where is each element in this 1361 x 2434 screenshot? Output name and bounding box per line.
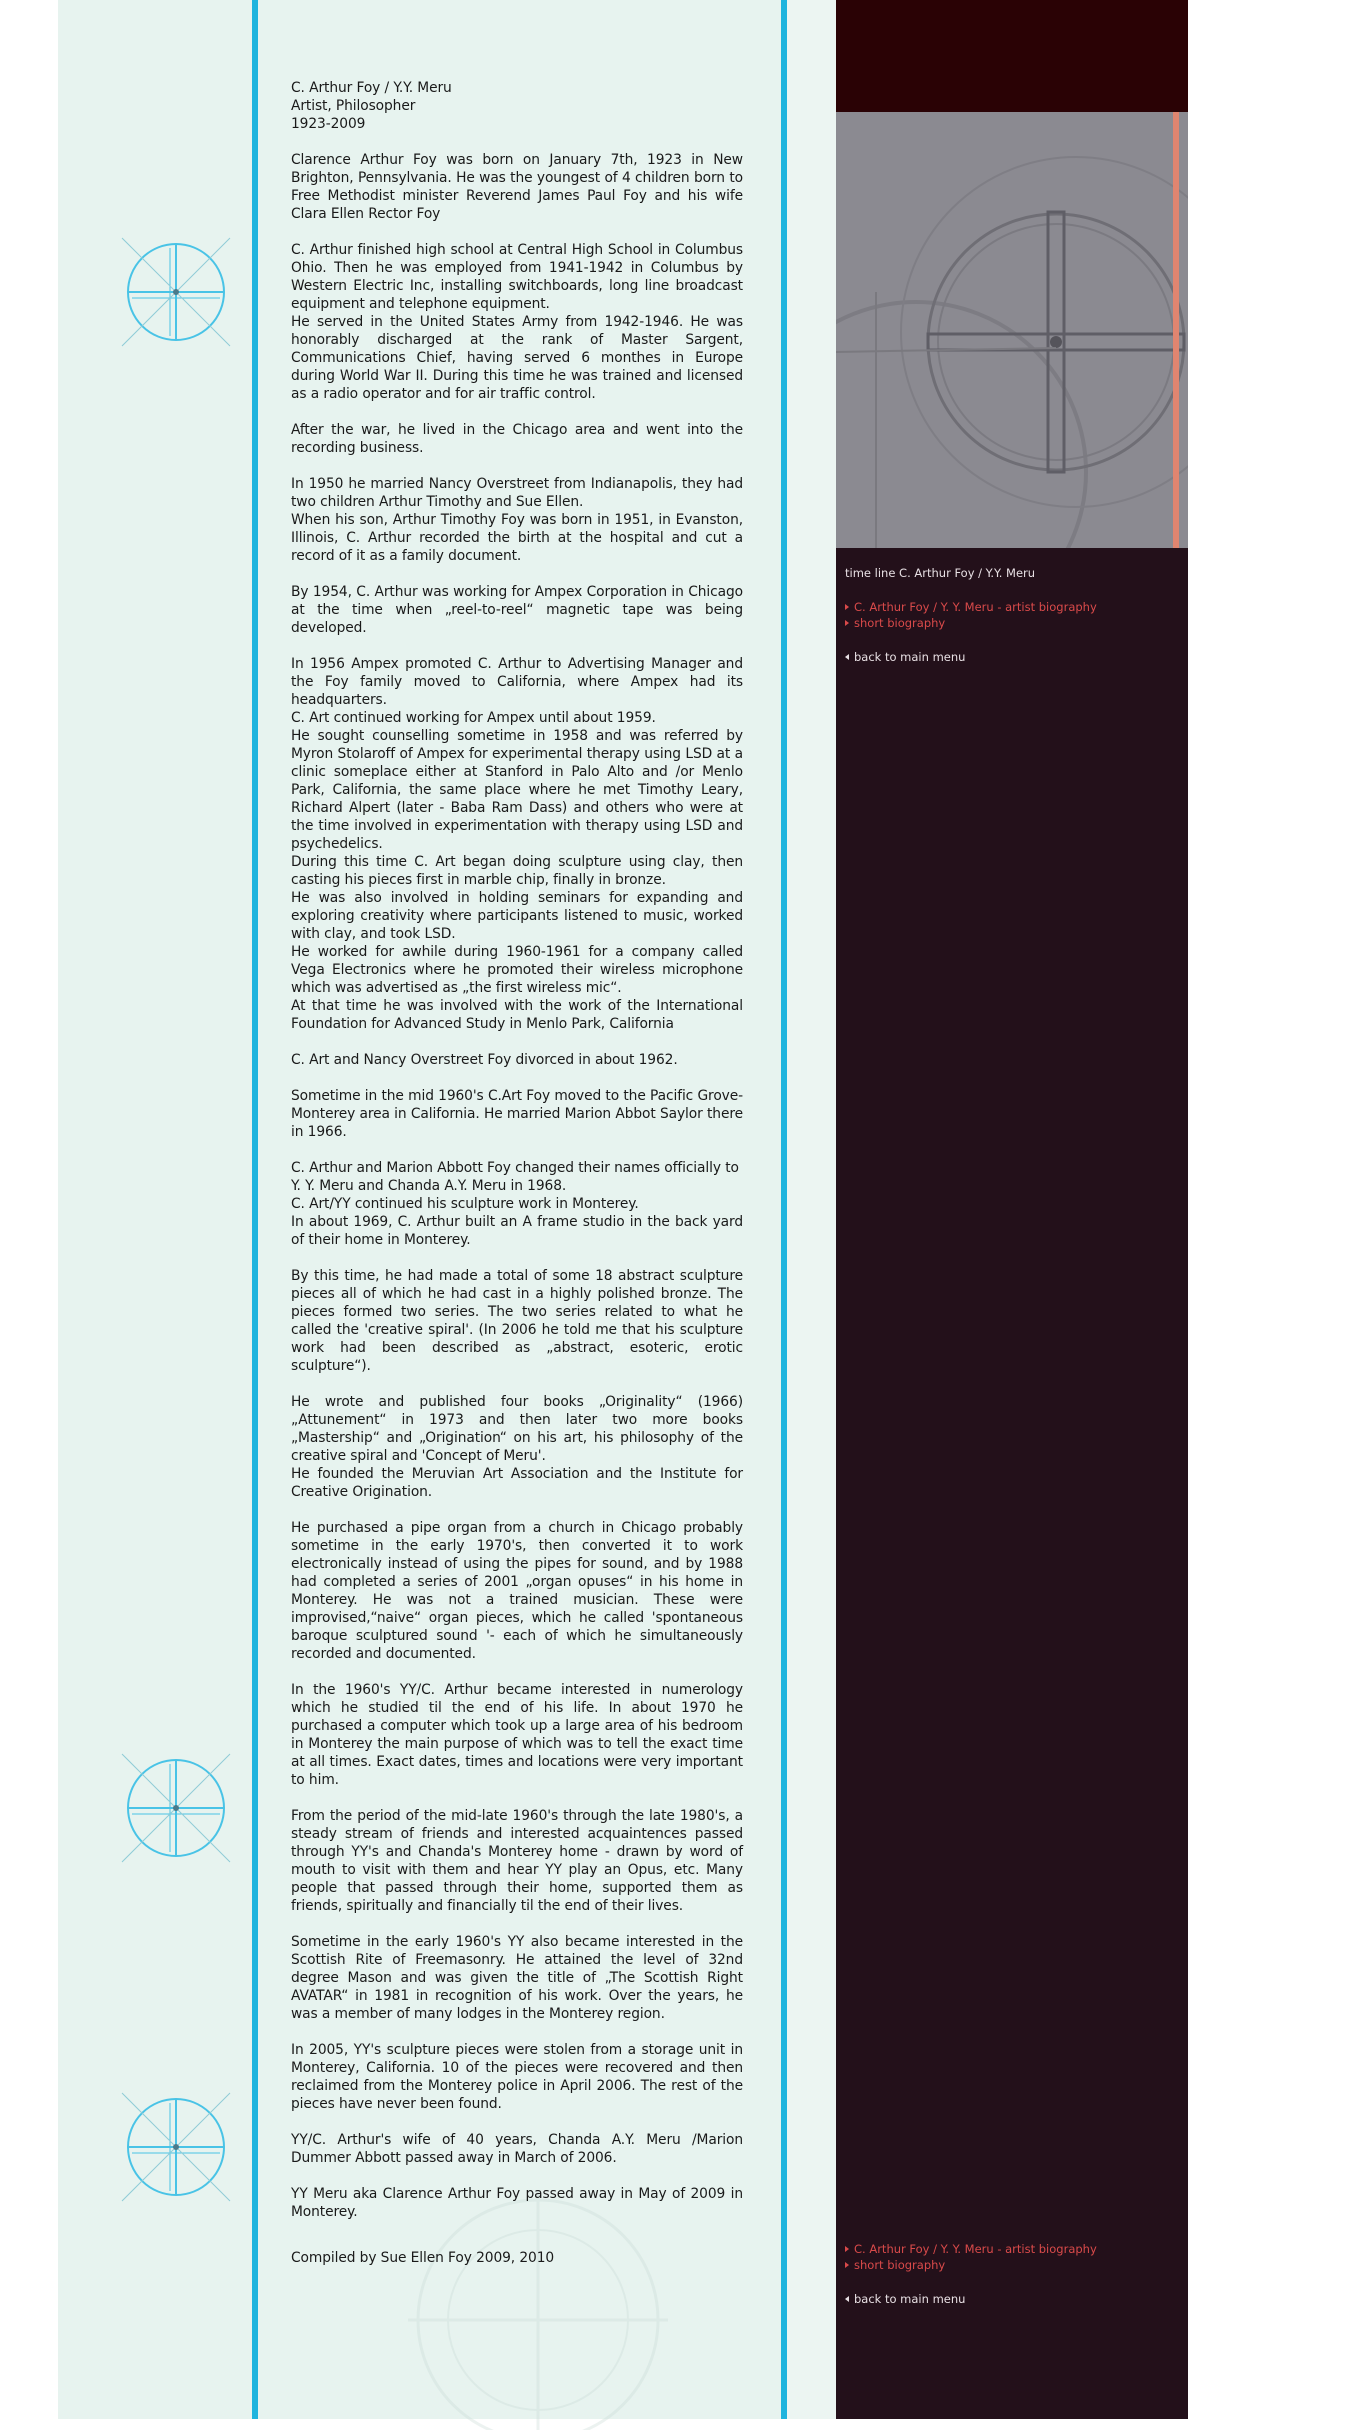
biography-paragraph: By this time, he had made a total of some 18 abstract sculpture pieces all of which he had cast in a highly polished bronze. The pieces formed two series. The two series related to what he called the 'creative spiral'. (In 2006 he told me that his sculpture work had been described as „abstract, esoteric, erotic sculpture“).	[291, 1268, 743, 1374]
back-to-main-menu-link[interactable]	[845, 649, 1097, 665]
biography-text	[291, 79, 743, 2285]
back-to-main-menu-link[interactable]	[845, 2291, 1097, 2307]
link-label: short biography	[854, 2258, 946, 2272]
biography-paragraph: YY/C. Arthur's wife of 40 years, Chanda A.Y. Meru /Marion Dummer Abbott passed away in March of 2006.	[291, 2132, 743, 2166]
biography-paragraph: C. Art and Nancy Overstreet Foy divorced in about 1962.	[291, 1052, 678, 1068]
biography-paragraph: Clarence Arthur Foy was born on January 7th, 1923 in New Brighton, Pennsylvania. He was the youngest of 4 children born to Free Methodist minister Reverend James Paul Foy and his wife Clara Ellen Rector Foy	[291, 152, 743, 222]
biography-paragraph: By 1954, C. Arthur was working for Ampex Corporation in Chicago at the time when „reel-to-reel“ magnetic tape was being developed.	[291, 584, 743, 636]
artist-biography-link[interactable]	[845, 599, 1097, 615]
artist-biography-link[interactable]	[845, 2241, 1097, 2257]
biography-paragraph: C. Arthur finished high school at Central High School in Columbus Ohio. Then he was employed from 1941-1942 in Columbus by Western Electric Inc, installing switchboards, long line broadcast equipment and telephone equipment. He served in the United States Army from 1942-1946. He was honorably discharged at the rank of Master Sargent, Communications Chief, having served 6 monthes in Europe during World War II. During this time he was trained and licensed as a radio operator and for air traffic control.	[291, 242, 743, 402]
sculpture-photo	[836, 112, 1188, 548]
arrow-right-icon	[845, 2246, 849, 2252]
arrow-left-icon	[845, 654, 849, 660]
sidebar-header-band	[836, 0, 1188, 112]
link-label: C. Arthur Foy / Y. Y. Meru - artist biography	[854, 600, 1097, 614]
arrow-right-icon	[845, 604, 849, 610]
link-label: C. Arthur Foy / Y. Y. Meru - artist biography	[854, 2242, 1097, 2256]
timeline-title: time line C. Arthur Foy / Y.Y. Meru	[845, 566, 1036, 580]
artist-name: C. Arthur Foy / Y.Y. Meru	[291, 80, 452, 96]
arrow-left-icon	[845, 2296, 849, 2302]
biography-paragraph: He purchased a pipe organ from a church in Chicago probably sometime in the early 1970's, then converted it to work electronically instead of using the pipes for sound, and by 1988 had completed a series of 2001 „organ opuses“ in his home in Monterey. He was not a trained musician. These were improvised,“naive“ organ pieces, which he called 'spontaneous baroque sculptured sound '- each of which he simultaneously recorded and documented.	[291, 1520, 743, 1662]
biography-paragraph: C. Arthur and Marion Abbott Foy changed their names officially to Y. Y. Meru and Chanda A.Y. Meru in 1968. C. Art/YY continued his sculpture work in Monterey. In about 1969, C. Arthur built an A frame studio in the back yard of their home in Monterey.	[291, 1160, 743, 1248]
cross-circle-emblem-icon	[120, 236, 232, 348]
arrow-right-icon	[845, 620, 849, 626]
biography-header	[291, 79, 743, 133]
sidebar-nav-top	[845, 599, 1097, 665]
compiled-by: Compiled by Sue Ellen Foy 2009, 2010	[291, 2250, 555, 2266]
sidebar-nav-bottom	[845, 2241, 1097, 2307]
artist-role: Artist, Philosopher	[291, 98, 416, 114]
biography-paragraph: Sometime in the early 1960's YY also became interested in the Scottish Rite of Freemasonry. He attained the level of 32nd degree Mason and was given the title of „The Scottish Right AVATAR“ in 1981 in recognition of his work. Over the years, he was a member of many lodges in the Monterey region.	[291, 1934, 743, 2022]
biography-paragraph: In 1956 Ampex promoted C. Arthur to Advertising Manager and the Foy family moved to California, where Ampex had its headquarters. C. Art continued working for Ampex until about 1959. He sought counselling sometime in 1958 and was referred by Myron Stolaroff of Ampex for experimental therapy using LSD at a clinic someplace either at Stanford in Palo Alto and /or Menlo Park, California, the same place where he met Timothy Leary, Richard Alpert (later - Baba Ram Dass) and others who were at the time involved in experimentation with therapy using LSD and psychedelics. During this time C. Art began doing sculpture using clay, then casting his pieces first in marble chip, finally in bronze. He was also involved in holding seminars for expanding and exploring creativity where participants listened to music, worked with clay, and took LSD. He worked for awhile during 1960-1961 for a company called Vega Electronics where he promoted their wireless microphone which was advertised as „the first wireless mic“. At that time he was involved with the work of the International Foundation for Advanced Study in Menlo Park, California	[291, 656, 743, 1032]
left-accent-strip	[252, 0, 258, 2419]
artist-years: 1923-2009	[291, 116, 366, 132]
cross-circle-emblem-icon	[120, 2091, 232, 2203]
biography-paragraph: From the period of the mid-late 1960's through the late 1980's, a steady stream of friends and interested acquaintences passed through YY's and Chanda's Monterey home - drawn by word of mouth to visit with them and hear YY play an Opus, etc. Many people that passed through their home, supported them as friends, spiritually and financially til the end of their lives.	[291, 1808, 743, 1914]
biography-paragraph: Sometime in the mid 1960's C.Art Foy moved to the Pacific Grove-Monterey area in California. He married Marion Abbot Saylor there in 1966.	[291, 1088, 743, 1140]
arrow-right-icon	[845, 2262, 849, 2268]
biography-paragraphs	[291, 151, 743, 2221]
short-biography-link[interactable]	[845, 615, 1097, 631]
cross-circle-emblem-icon	[120, 1752, 232, 1864]
link-label: back to main menu	[854, 650, 966, 664]
biography-paragraph: In 2005, YY's sculpture pieces were stolen from a storage unit in Monterey, California. 10 of the pieces were recovered and then reclaimed from the Monterey police in April 2006. The rest of the pieces have never been found.	[291, 2042, 743, 2112]
biography-paragraph: YY Meru aka Clarence Arthur Foy passed away in May of 2009 in Monterey.	[291, 2186, 743, 2220]
photo-edge-bar	[1173, 112, 1179, 548]
short-biography-link[interactable]	[845, 2257, 1097, 2273]
link-label: short biography	[854, 616, 946, 630]
link-label: back to main menu	[854, 2292, 966, 2306]
biography-paragraph: He wrote and published four books „Originality“ (1966) „Attunement“ in 1973 and then later two more books „Mastership“ and „Origination“ on his art, his philosophy of the creative spiral and 'Concept of Meru'. He founded the Meruvian Art Association and the Institute for Creative Origination.	[291, 1394, 743, 1500]
biography-paragraph: In 1950 he married Nancy Overstreet from Indianapolis, they had two children Arthur Timothy and Sue Ellen. When his son, Arthur Timothy Foy was born in 1951, in Evanston, Illinois, C. Arthur recorded the birth at the hospital and cut a record of it as a family document.	[291, 476, 743, 564]
sidebar	[836, 0, 1188, 2419]
biography-paragraph: In the 1960's YY/C. Arthur became interested in numerology which he studied til the end of his life. In about 1970 he purchased a computer which took up a large area of his bedroom in Monterey the main purpose of which was to tell the exact time at all times. Exact dates, times and locations were very important to him.	[291, 1682, 743, 1788]
biography-paragraph: After the war, he lived in the Chicago area and went into the recording business.	[291, 422, 743, 456]
